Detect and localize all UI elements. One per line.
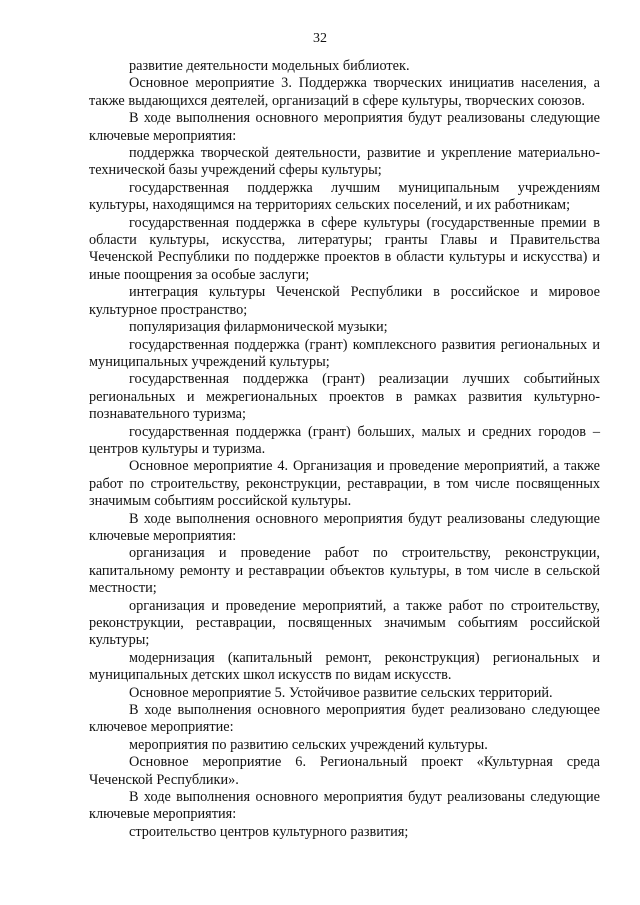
paragraph: Основное мероприятие 4. Организация и проведение мероприятий, а также работ по строительству, реконструкции, реставрации, в том числе посвященных значимым событиям российской культуры. xyxy=(89,458,600,510)
paragraph: Основное мероприятие 6. Региональный проект «Культурная среда Чеченской Республики». xyxy=(89,754,600,788)
paragraph: государственная поддержка (грант) больших, малых и средних городов – центров культуры и туризма. xyxy=(89,423,600,457)
paragraph: Основное мероприятие 3. Поддержка творческих инициатив населения, а также выдающихся деятелей, организаций в сфере культуры, творческих союзов. xyxy=(89,75,600,109)
paragraph: мероприятия по развитию сельских учреждений культуры. xyxy=(129,736,488,753)
paragraph: поддержка творческой деятельности, развитие и укрепление материально-технической базы учреждений сферы культуры; xyxy=(89,145,600,179)
paragraph: строительство центров культурного развития; xyxy=(129,823,409,840)
paragraph: государственная поддержка (грант) комплексного развития региональных и муниципальных учреждений культуры; xyxy=(89,336,600,370)
page-number: 32 xyxy=(313,31,327,46)
paragraph: Основное мероприятие 5. Устойчивое развитие сельских территорий. xyxy=(129,684,553,701)
paragraph: популяризация филармонической музыки; xyxy=(129,319,388,336)
paragraph: организация и проведение мероприятий, а также работ по строительству, реконструкции, реставрации, посвященных значимым событиям российской культуры; xyxy=(89,597,600,649)
paragraph: интеграция культуры Чеченской Республики в российское и мировое культурное пространство; xyxy=(89,284,600,318)
document-body xyxy=(89,58,600,841)
paragraph: В ходе выполнения основного мероприятия будут реализованы следующие ключевые мероприятия: xyxy=(89,789,600,823)
paragraph: государственная поддержка (грант) реализации лучших событийных региональных и межрегиональных проектов в рамках развития культурно-познавательного туризма; xyxy=(89,371,600,423)
paragraph: В ходе выполнения основного мероприятия будут реализованы следующие ключевые мероприятия: xyxy=(89,110,600,144)
paragraph: В ходе выполнения основного мероприятия будет реализовано следующее ключевое мероприятие: xyxy=(89,702,600,736)
paragraph: государственная поддержка в сфере культуры (государственные премии в области культуры, искусства, литературы; гранты Главы и Правительства Чеченской Республики по поддержке проектов в области культуры и искусства) и иные поощрения за особые заслуги; xyxy=(89,214,600,283)
paragraph: организация и проведение работ по строительству, реконструкции, капитальному ремонту и реставрации объектов культуры, в том числе в сельской местности; xyxy=(89,545,600,597)
paragraph: В ходе выполнения основного мероприятия будут реализованы следующие ключевые мероприятия: xyxy=(89,510,600,544)
paragraph: развитие деятельности модельных библиотек. xyxy=(129,58,410,74)
paragraph: модернизация (капитальный ремонт, реконструкция) региональных и муниципальных детских школ искусств по видам искусств. xyxy=(89,649,600,684)
paragraph: государственная поддержка лучшим муниципальным учреждениям культуры, находящимся на территориях сельских поселений, и их работникам; xyxy=(89,179,600,214)
